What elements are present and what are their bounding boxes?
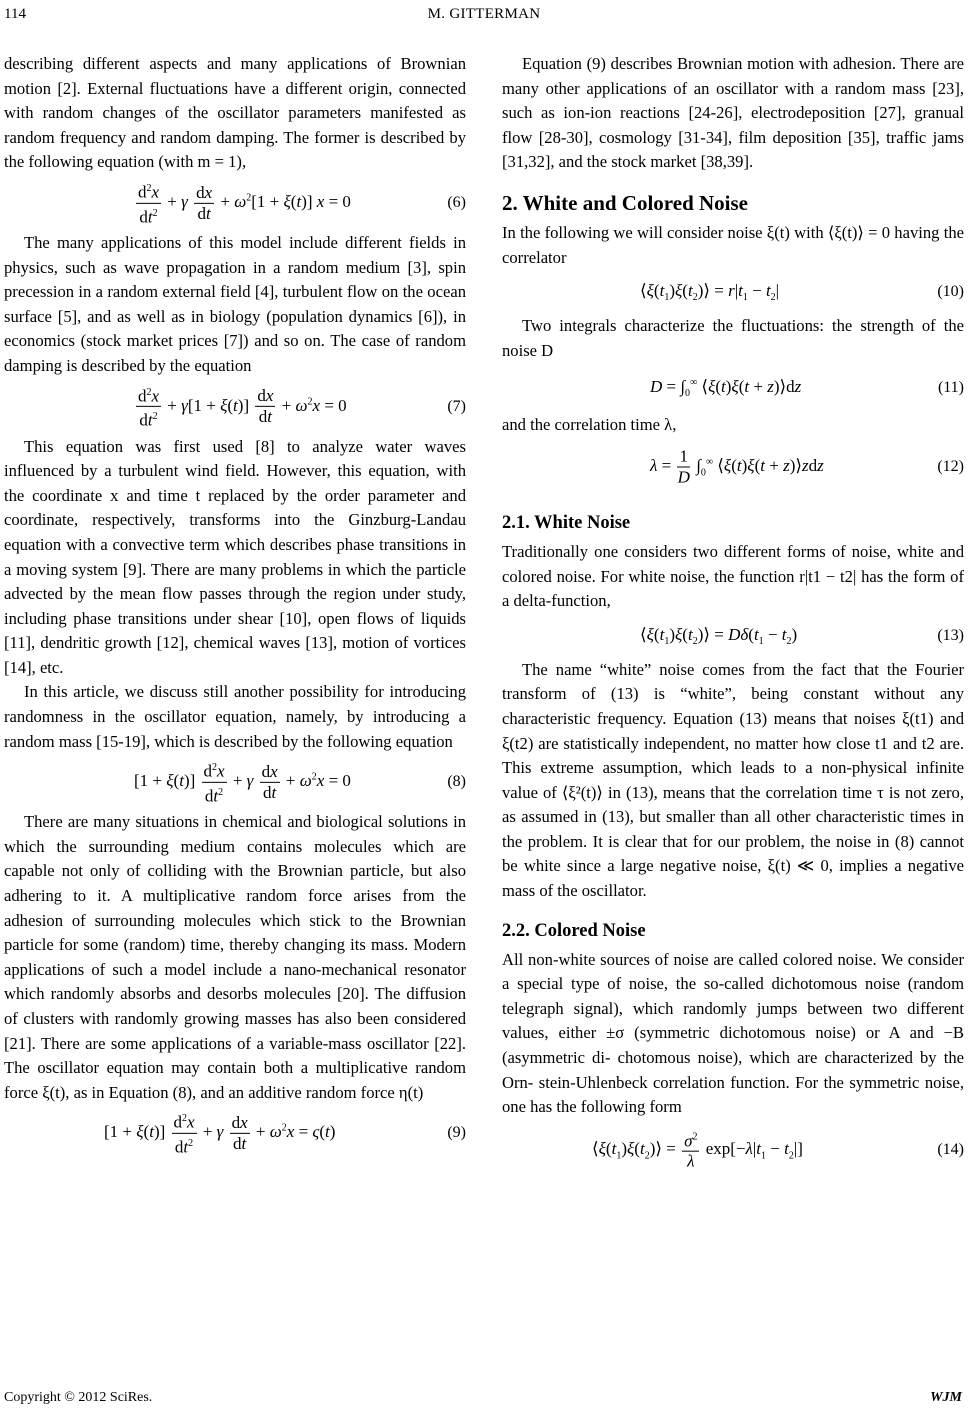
running-author: M. GITTERMAN xyxy=(427,6,541,22)
paragraph: describing different aspects and many applications of Brownian motion [2]. External fluctuations have a different origin, connected with random changes of the oscillator parameters manifested as random frequency and random damping. The former is described by the following equation (with m = 1), xyxy=(4,54,466,172)
equation-body: $\frac{d^2x}{dt^2}$ + γ[1 + ξ(t)] $\frac{dx}{dt}$ + $\omega^2x = 0$ xyxy=(134,382,347,430)
copyright-notice: Copyright © 2012 SciRes. xyxy=(4,1390,153,1405)
equation-body: $D = \int_0^\infty$ ⟨ξ(t)ξ(t + z)⟩dz xyxy=(650,377,802,400)
equation-6 xyxy=(4,175,466,231)
paragraph: The name “white” noise comes from the fact that the Fourier transform of (13) is “white”, being constant without any characteristic frequency. Equation (13) means that noises ξ(t1) and ξ(t2) are statistically independent, no matter how close t1 and t2 are. This extreme assumption, which leads to a non-physical infinite value of ⟨ξ²(t)⟩ in (13), means that the correlation time τ is not zero, as assumed in (13), but smaller than all other characteristic times in the problem. It is clear that for our problem, the noise in (8) cannot be white since a large negative noise, ξ(t) ≪ 0, implies a negative mass of the oscillator. xyxy=(502,659,964,901)
equation-7 xyxy=(4,379,466,435)
subsection-heading: 2.2. Colored Noise xyxy=(502,920,646,941)
equation-number: (10) xyxy=(937,283,964,301)
paragraph: There are many situations in chemical and biological solutions in which the surrounding medium contains molecules which are capable not only of colliding with the Brownian particle, but also adhering to it. A multiplicative random force arises from the adhesion of surrounding molecules which stick to the Brownian particle for some (random) time, thereby changing its mass. Modern applications of such a model include a nano-mechanical resonator which randomly absorbs and desorbs molecules [20]. The diffusion of clusters with randomly growing masses has also been considered [21]. There are some applications of a variable-mass oscillator [22]. The oscillator equation may contain both a multiplicative random force ξ(t), as in Equation (8), and an additive random force η(t) xyxy=(4,812,466,1102)
paragraph: This equation was first used [8] to analyze water waves influenced by a turbulent wind field. However, this equation, with the coordinate x and time t replaced by the order parameter and coordinate, respectively, transforms into the Ginzburg-Landau equation with a convective term which describes phase transitions in a moving system [9]. There are many problems in which the particle advected by the mean flow passes through the region under study, including phase transitions under shear [10], open flows of liquids [11], dendritic growth [12], chemical waves [13], motion of vortices [14], etc. xyxy=(4,436,466,677)
paragraph: Equation (9) describes Brownian motion with adhesion. There are many other applications of an oscillator with a random mass [23], such as ion-ion reactions [24-26], electrodeposition [27], granual flow [28-30], cosmology [31-34], film deposition [35], traffic jams [31,32], and the stock market [38,39]. xyxy=(502,54,964,172)
equation-14 xyxy=(502,1120,964,1180)
subsection-heading: 2.1. White Noise xyxy=(502,512,631,533)
paragraph: In this article, we discuss still another possibility for introducing randomness in the oscillator equation, namely, by introducing a random mass [15-19], which is described by the following equation xyxy=(4,682,466,751)
paragraph: In the following we will consider noise ξ(t) with ⟨ξ(t)⟩ = 0 having the correlator xyxy=(502,222,964,267)
equation-12 xyxy=(502,438,964,496)
equation-body: [1 + ξ(t)] $\frac{d^2x}{dt^2}$ + γ $\frac{dx}{dt}$ + $\omega^2x = \varsigma(t)$ xyxy=(104,1109,335,1157)
equation-number: (9) xyxy=(447,1124,466,1142)
equation-number: (13) xyxy=(937,626,964,644)
page-header xyxy=(0,6,968,28)
equation-body: $⟨\xi(t_1)\xi(t_2)⟩ = r|t_1 - t_2|$ xyxy=(640,280,780,304)
equation-body: $⟨\xi(t_1)\xi(t_2)⟩$ = $\frac{\sigma^2}{\lambda}$ $\exp[-\lambda|t_1 - t_2|]$ xyxy=(592,1127,803,1172)
paragraph: Two integrals characterize the fluctuations: the strength of the noise D xyxy=(502,316,964,360)
paragraph: The many applications of this model include different fields in physics, such as wave propagation in a random medium [3], spin precession in a random external field [4], turbulent flow on the ocean surface [5], and as well as in biology (population dynamics [6]), in economics (stock market prices [7]) and so on. The case of random damping is described by the equation xyxy=(4,232,466,375)
journal-abbrev: WJM xyxy=(930,1390,962,1405)
equation-number: (6) xyxy=(447,193,466,211)
left-column xyxy=(4,52,466,1161)
paragraph: Traditionally one considers two different forms of noise, white and colored noise. For white noise, the function r|t1 − t2| has the form of a delta-function, xyxy=(502,541,964,611)
paragraph: and the correlation time λ, xyxy=(502,415,677,435)
equation-number: (7) xyxy=(447,397,466,415)
equation-8 xyxy=(4,754,466,810)
right-column xyxy=(502,52,964,1180)
equation-number: (8) xyxy=(447,773,466,791)
equation-number: (12) xyxy=(937,457,964,475)
equation-body: $⟨\xi(t_1)\xi(t_2)⟩ = D\delta(t_1 - t_2)$ xyxy=(640,624,798,647)
section-heading: 2. White and Colored Noise xyxy=(502,190,748,215)
paragraph: All non-white sources of noise are called colored noise. We consider a special type of noise, the so-called dichotomous noise (random telegraph signal), which randomly jumps between two different values, either ±σ (symmetric dichotomous noise) or A and −B (asymmetric di- chotomous noise), which are characterized by the Orn- stein-Uhlenbeck correlation function. For the symmetric noise, one has the following form xyxy=(502,949,964,1117)
equation-11 xyxy=(502,363,964,413)
equation-body: λ = $\frac{1}{D}$ $\int_0^\infty$ ⟨ξ(t)ξ(t + z)⟩zdz xyxy=(650,446,824,487)
equation-number: (14) xyxy=(937,1140,964,1158)
equation-body: $\frac{d^2x}{dt^2}$ + γ $\frac{dx}{dt}$ + $\omega^2[1 + \xi(t)] x = 0$ xyxy=(134,179,351,227)
equation-13 xyxy=(502,614,964,658)
page-number: 114 xyxy=(4,6,26,22)
equation-body: [1 + ξ(t)] $\frac{d^2x}{dt^2}$ + γ $\frac{dx}{dt}$ + $\omega^2x = 0$ xyxy=(134,758,351,806)
equation-9 xyxy=(4,1105,466,1161)
equation-10 xyxy=(502,270,964,314)
equation-number: (11) xyxy=(937,379,964,397)
